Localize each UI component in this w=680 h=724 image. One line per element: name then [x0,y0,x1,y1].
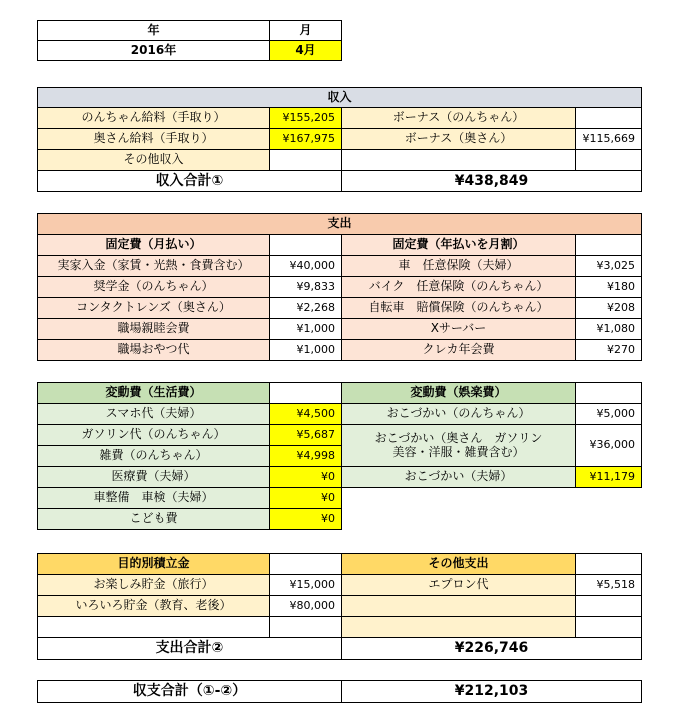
expense-value [270,617,342,638]
expense-value: ¥80,000 [270,596,342,617]
expense-label: 自転車 賠償保険（のんちゃん） [342,298,576,319]
expense-label: 実家入金（家賃・光熱・食費含む） [38,256,270,277]
expense-value: ¥0 [270,467,342,488]
income-total-value: ¥438,849 [342,171,642,192]
expense-value: ¥1,080 [576,319,642,340]
savings-other-table [37,553,642,660]
expense-total-label: 支出合計② [38,638,342,660]
expense-value: ¥11,179 [576,467,642,488]
other-expense-header: その他支出 [342,554,576,575]
blank-cell [342,509,576,530]
month-label: 月 [270,21,342,41]
expense-label: 車整備 車検（夫婦） [38,488,270,509]
income-label [342,150,576,171]
balance-value: ¥212,103 [342,681,642,703]
expense-label [342,596,576,617]
income-value [576,108,642,129]
income-label: ボーナス（奥さん） [342,129,576,150]
expense-label: 雑費（のんちゃん） [38,446,270,467]
blank-cell [270,235,342,256]
savings-header: 目的別積立金 [38,554,270,575]
expense-label: 車 任意保険（夫婦） [342,256,576,277]
fixed-monthly-header: 固定費（月払い） [38,235,270,256]
expense-value: ¥1,000 [270,319,342,340]
expense-value: ¥0 [270,488,342,509]
expense-label-line: 美容・洋服・雑費含む） [392,444,525,459]
blank-cell [576,235,642,256]
expense-label: こども費 [38,509,270,530]
expense-value: ¥4,500 [270,404,342,425]
expense-value: ¥5,687 [270,425,342,446]
blank-cell [576,554,642,575]
expense-label: お楽しみ貯金（旅行） [38,575,270,596]
year-month-table [37,20,342,61]
expense-label: おこづかい（のんちゃん） [342,404,576,425]
expense-value: ¥1,000 [270,340,342,361]
expense-label: コンタクトレンズ（奥さん） [38,298,270,319]
blank-cell [576,509,642,530]
variable-living-header: 変動費（生活費） [38,383,270,404]
expense-value: ¥9,833 [270,277,342,298]
income-label: ボーナス（のんちゃん） [342,108,576,129]
expense-label: クレカ年会費 [342,340,576,361]
expense-label: スマホ代（夫婦） [38,404,270,425]
income-total-label: 収入合計① [38,171,342,192]
blank-cell [576,488,642,509]
expense-value: ¥0 [270,509,342,530]
expense-label: ガソリン代（のんちゃん） [38,425,270,446]
income-label: 奥さん給料（手取り） [38,129,270,150]
expense-label: おこづかい（夫婦） [342,467,576,488]
expense-title: 支出 [38,214,642,235]
expense-value: ¥4,998 [270,446,342,467]
expense-value: ¥3,025 [576,256,642,277]
balance-table [37,680,642,703]
variable-expense-table [37,382,642,530]
income-table [37,87,642,192]
expense-value: ¥5,518 [576,575,642,596]
expense-value [576,596,642,617]
expense-label-multiline [342,425,576,467]
year-value: 2016年 [38,41,270,61]
expense-label: バイク 任意保険（のんちゃん） [342,277,576,298]
expense-label: 職場おやつ代 [38,340,270,361]
balance-label: 収支合計（①-②） [38,681,342,703]
expense-label [342,617,576,638]
variable-fun-header: 変動費（娯楽費） [342,383,576,404]
expense-label: 奨学金（のんちゃん） [38,277,270,298]
expense-label: Xサーバー [342,319,576,340]
income-value: ¥115,669 [576,129,642,150]
fixed-yearly-header: 固定費（年払いを月割） [342,235,576,256]
income-value: ¥155,205 [270,108,342,129]
blank-cell [342,488,576,509]
expense-label: いろいろ貯金（教育、老後） [38,596,270,617]
expense-value: ¥40,000 [270,256,342,277]
income-label: その他収入 [38,150,270,171]
expense-value [576,617,642,638]
blank-cell [270,554,342,575]
expense-value: ¥180 [576,277,642,298]
month-value: 4月 [270,41,342,61]
fixed-expense-table [37,213,642,361]
year-label: 年 [38,21,270,41]
expense-label: エプロン代 [342,575,576,596]
expense-value: ¥15,000 [270,575,342,596]
blank-cell [270,383,342,404]
expense-label: 職場親睦会費 [38,319,270,340]
expense-label-line: おこづかい（奥さん ガソリン [374,430,543,445]
income-title: 収入 [38,88,642,108]
income-value [576,150,642,171]
income-value: ¥167,975 [270,129,342,150]
expense-value: ¥208 [576,298,642,319]
expense-label [38,617,270,638]
expense-total-value: ¥226,746 [342,638,642,660]
expense-value: ¥36,000 [576,425,642,467]
income-value [270,150,342,171]
expense-value: ¥270 [576,340,642,361]
expense-value: ¥2,268 [270,298,342,319]
income-label: のんちゃん給料（手取り） [38,108,270,129]
expense-value: ¥5,000 [576,404,642,425]
blank-cell [576,383,642,404]
expense-label: 医療費（夫婦） [38,467,270,488]
